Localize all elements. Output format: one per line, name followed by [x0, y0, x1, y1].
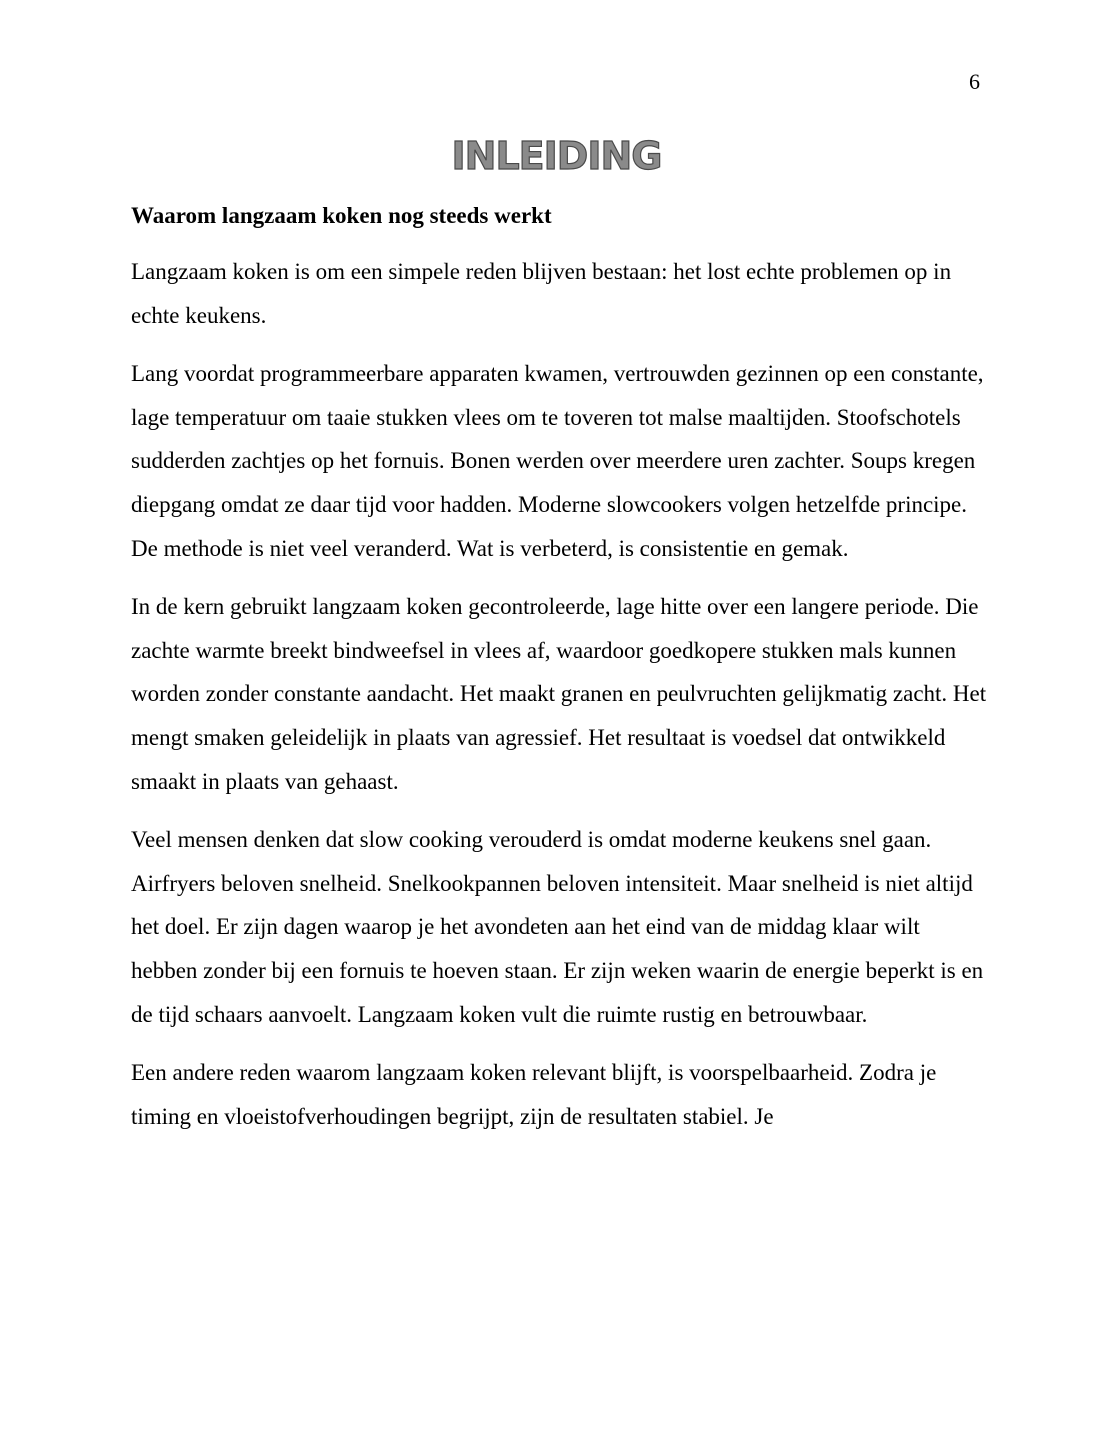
- chapter-title: INLEIDING: [451, 134, 662, 178]
- paragraph-1: Langzaam koken is om een simpele reden blijven bestaan: het lost echte problemen op in echte keukens.: [131, 259, 952, 328]
- paragraph-2: Lang voordat programmeerbare apparaten kwamen, vertrouwden gezinnen op een constante, lage temperatuur om taaie stukken vlees om te toveren tot malse maaltijden. Stoofschotels sudderden zachtjes op het fornuis. Bonen werden over meerdere uren zachter. Soups kregen diepgang omdat ze daar tijd voor hadden. Moderne slowcookers volgen hetzelfde principe. De methode is niet veel veranderd. Wat is verbeterd, is consistentie en gemak.: [131, 361, 984, 561]
- paragraph-5: Een andere reden waarom langzaam koken relevant blijft, is voorspelbaarheid. Zodra je timing en vloeistofverhoudingen begrijpt, zijn de resultaten stabiel. Je: [131, 1060, 937, 1129]
- paragraph-3: In de kern gebruikt langzaam koken gecontroleerde, lage hitte over een langere periode. Die zachte warmte breekt bindweefsel in vlees af, waardoor goedkopere stukken mals kunnen worden zonder constante aandacht. Het maakt granen en peulvruchten gelijkmatig zacht. Het mengt smaken geleidelijk in plaats van agressief. Het resultaat is voedsel dat ontwikkeld smaakt in plaats van gehaast.: [131, 594, 987, 794]
- section-heading: Waarom langzaam koken nog steeds werkt: [131, 203, 552, 228]
- page-content: [131, 196, 991, 1153]
- paragraph-4: Veel mensen denken dat slow cooking verouderd is omdat moderne keukens snel gaan. Airfryers beloven snelheid. Snelkookpannen beloven intensiteit. Maar snelheid is niet altijd het doel. Er zijn dagen waarop je het avondeten aan het eind van de middag klaar wilt hebben zonder bij een fornuis te hoeven staan. Er zijn weken waarin de energie beperkt is en de tijd schaars aanvoelt. Langzaam koken vult die ruimte rustig en betrouwbaar.: [131, 827, 984, 1027]
- page-number: 6: [969, 69, 980, 94]
